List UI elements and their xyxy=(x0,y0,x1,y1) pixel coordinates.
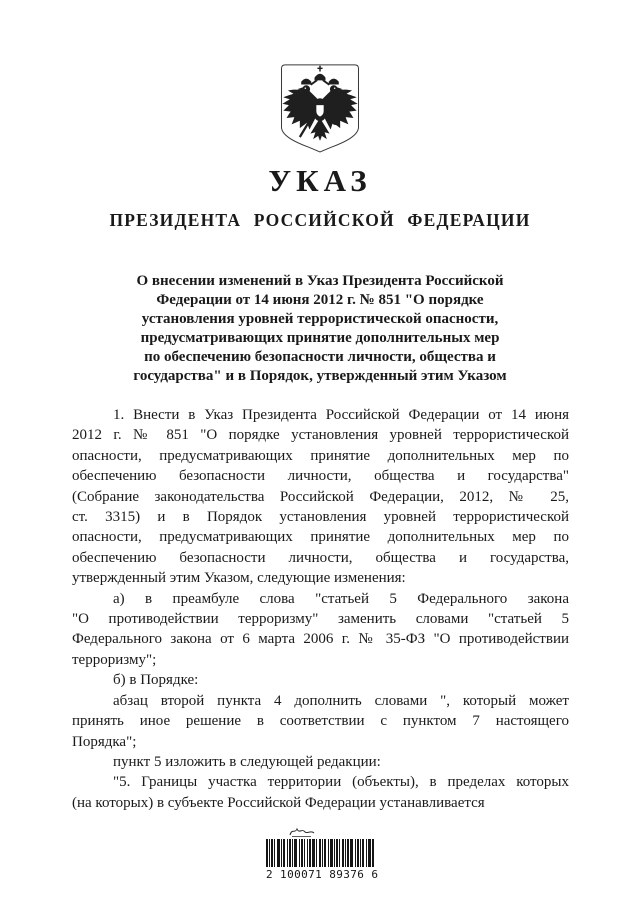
document-type-title: УКАЗ xyxy=(268,163,372,198)
body-line: опасности, предусматривающих принятие дополнительных мер по xyxy=(72,529,569,546)
body-line: Порядка"; xyxy=(72,733,137,750)
body-line: терроризму"; xyxy=(72,651,157,668)
body-line: принять иное решение в соответствии с пунктом 7 настоящего xyxy=(72,713,569,730)
body-line: а) в преамбуле слова "статьей 5 Федерального закона xyxy=(113,590,569,607)
heading-line: государства" и в Порядок, утвержденный этим Указом xyxy=(133,368,507,384)
document-subject-heading xyxy=(84,272,556,386)
barcode-block xyxy=(266,826,386,881)
body-line: пункт 5 изложить в следующей редакции: xyxy=(113,753,381,770)
body-line: 1. Внести в Указ Президента Российской Федерации от 14 июня xyxy=(113,407,569,423)
coat-of-arms-svg xyxy=(276,60,364,154)
body-line: опасности, предусматривающих принятие дополнительных мер по xyxy=(72,447,569,464)
barcode-digits: 2 100071 89376 6 xyxy=(266,868,379,881)
coat-of-arms-icon xyxy=(276,60,364,154)
body-line: абзац второй пункта 4 дополнить словами ", который может xyxy=(113,692,569,709)
body-line: (Собрание законодательства Российской Федерации, 2012, № 25, xyxy=(72,488,569,505)
heading-line: предусматривающих принятие дополнительных мер xyxy=(140,330,500,346)
handwritten-mark-icon xyxy=(288,826,316,838)
body-line: Федерального закона от 6 марта 2006 г. № 35-ФЗ "О противодействии xyxy=(72,631,569,648)
heading-line: по обеспечению безопасности личности, общества и xyxy=(144,349,496,365)
body-line: утвержденный этим Указом, следующие изменения: xyxy=(72,570,406,587)
body-line: "О противодействии терроризму" заменить словами "статьей 5 xyxy=(72,611,569,628)
body-line: ст. 3315) и в Порядок установления уровней террористической xyxy=(72,509,569,526)
body-line: обеспечению безопасности личности, общества и государства" xyxy=(72,468,569,485)
barcode-bars xyxy=(266,839,386,867)
heading-line: установления уровней террористической опасности, xyxy=(141,311,499,327)
barcode-bar xyxy=(372,839,374,867)
heading-line: Федерации от 14 июня 2012 г. № 851 "О порядке xyxy=(156,292,484,308)
body-line: (на которых) в субъекте Российской Федерации устанавливается xyxy=(72,794,485,811)
document-issuer-title: ПРЕЗИДЕНТА РОССИЙСКОЙ ФЕДЕРАЦИИ xyxy=(109,210,531,230)
body-line: обеспечению безопасности личности, общества и государства, xyxy=(72,549,569,566)
body-line: "5. Границы участка территории (объекты), в пределах которых xyxy=(113,774,569,791)
body-line: б) в Порядке: xyxy=(113,672,199,689)
heading-line: О внесении изменений в Указ Президента Российской xyxy=(136,273,504,289)
document-body xyxy=(72,405,569,813)
body-line: 2012 г. № 851 "О порядке установления уровней террористической xyxy=(72,427,569,444)
